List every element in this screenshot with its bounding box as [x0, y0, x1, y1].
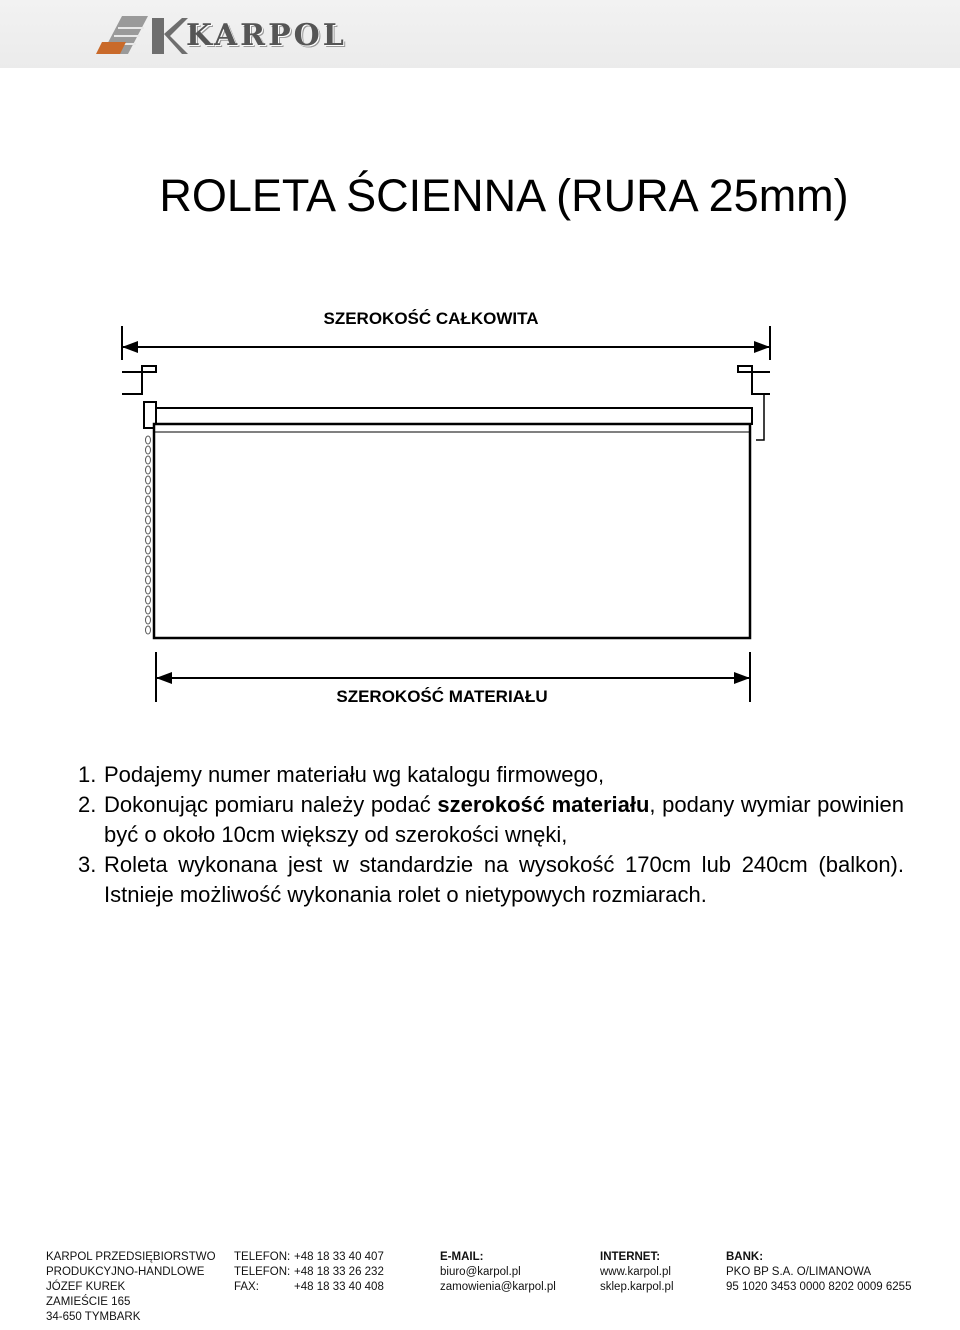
footer-company: KARPOL PRZEDSIĘBIORSTWO PRODUKCYJNO-HANDLOWE JÓZEF KUREK ZAMIEŚCIE 165 34-650 TYMBARK [46, 1251, 216, 1323]
list-text-post: , podany wymiar powinien być o około 10cm większy od szerokości wnęki, [104, 792, 905, 847]
material-width-label: SZEROKOŚĆ MATERIAŁU [336, 687, 548, 706]
total-width-label: SZEROKOŚĆ CAŁKOWITA [323, 309, 539, 328]
list-item [78, 850, 904, 910]
list-text: Roleta wykonana jest w standardzie na wysokość 170cm lub 240cm (balkon). Istnieje możliwość wykonania rolet o nietypowych rozmiarach. [104, 852, 904, 907]
instruction-list [78, 760, 904, 910]
tube [154, 408, 752, 424]
list-number: 2. [78, 792, 97, 817]
email-link[interactable]: zamowienia@karpol.pl [440, 1281, 556, 1293]
list-item [78, 760, 904, 790]
footer-bank: BANK: PKO BP S.A. O/LIMANOWA 95 1020 3453 0000 8202 0009 6255 [726, 1251, 912, 1293]
list-number: 3. [78, 852, 97, 877]
list-number: 1. [78, 762, 97, 787]
website-link[interactable]: sklep.karpol.pl [600, 1281, 674, 1293]
page-title: ROLETA ŚCIENNA (RURA 25mm) [159, 170, 849, 221]
footer-email: E-MAIL: biuro@karpol.pl zamowienia@karpol.pl [440, 1251, 556, 1293]
list-text: Podajemy numer materiału wg katalogu firmowego, [104, 762, 605, 787]
list-item [78, 790, 904, 850]
footer-internet: INTERNET: www.karpol.pl sklep.karpol.pl [600, 1251, 674, 1293]
list-text-bold: szerokość materiału [437, 792, 650, 817]
fabric [154, 424, 750, 638]
footer-phones: TELEFON: +48 18 33 40 407 TELEFON: +48 18 33 26 232 FAX: +48 18 33 40 408 [234, 1251, 384, 1293]
roller-blind-diagram [112, 290, 792, 720]
website-link[interactable]: www.karpol.pl [600, 1266, 671, 1278]
logo-wordmark: KARPOL [186, 18, 347, 53]
email-link[interactable]: biuro@karpol.pl [440, 1266, 521, 1278]
header-band [0, 0, 960, 68]
list-text-pre: Dokonując pomiaru należy podać [104, 792, 438, 817]
